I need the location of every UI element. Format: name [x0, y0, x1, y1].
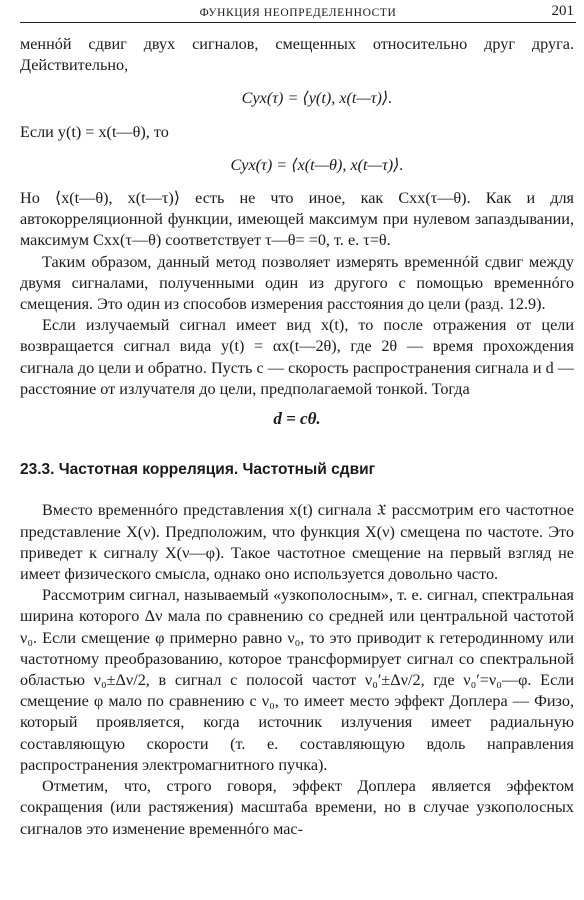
- formula: Cyx(τ) = ⟨y(t), x(t—τ)⟩.: [241, 89, 393, 108]
- paragraph: Если излучаемый сигнал имеет вид x(t), то после отражения от цели возвращается сигнал вида y(t) = αx(t—2θ), где 2θ — время прохождения сигнала до цели и обратно. Пусть c — скорость распространения сигнала и d — расстояние от излучателя до цели, предполагаемой тонкой. Тогда: [20, 316, 574, 398]
- running-header: [20, 0, 576, 23]
- paragraph: Таким образом, данный метод позволяет измерять временнóй сдвиг между двумя сигналами, полученными один из другого с помощью временнóго смещения. Это один из способов измерения расстояния до цели (разд. 12.9).: [20, 252, 574, 314]
- paragraph: Но ⟨x(t—θ), x(t—τ)⟩ есть не что иное, как Cxx(τ—θ). Как и для автокорреляционной функции, имеющей максимум при нулевом запаздывании, максимум Cxx(τ—θ) соответствует τ—θ= =0, т. е. τ=θ.: [20, 189, 574, 250]
- running-title: ФУНКЦИЯ НЕОПРЕДЕЛЕННОСТИ: [199, 7, 397, 19]
- paragraph: Отметим, что, строго говоря, эффект Доплера является эффектом сокращения (или растяжения) масштаба времени, но в случае узкополосных сигналов это изменение временнóго мас-: [20, 777, 574, 838]
- page-body: [20, 34, 574, 840]
- paragraph: меннóй сдвиг двух сигналов, смещенных относительно друг друга. Действительно,: [20, 35, 574, 75]
- formula: Cyx(τ) = ⟨x(t—θ), x(t—τ)⟩.: [230, 155, 404, 174]
- page-number: 201: [551, 3, 574, 19]
- paragraph: Если y(t) = x(t—θ), то: [20, 122, 169, 141]
- paragraph: Рассмотрим сигнал, называемый «узкополосным», т. е. сигнал, спектральная ширина которого Δν мала по сравнению со средней или центральной частотой ν₀. Если смещение φ примерно равно ν₀, то это приводит к гетеродинному или частотному преобразованию, которое трансформирует сигнал со спектральной областью ν₀±Δν/2, в сигнал с полосой частот ν₀′±Δν/2, где ν₀′=ν₀—φ. Если смещение φ мало по сравнению с ν₀, то имеет место эффект Доплера — Физо, который проявляется, когда источник излучения имеет радиальную составляющую скорости (т. е. составляющую вдоль направления распространения электромагнитного пучка).: [20, 586, 574, 774]
- formula: d = cθ.: [273, 409, 321, 429]
- paragraph: Вместо временнóго представления x(t) сигнала 𝔛 рассмотрим его частотное представление X(ν). Предположим, что функция X(ν) смещена по частоте. Это приведет к сигналу X(ν—φ). Такое частотное смещение на первый взгляд не имеет физического смысла, однако оно используется довольно часто.: [20, 501, 574, 584]
- section-heading: 23.3. Частотная корреляция. Частотный сдвиг: [20, 461, 376, 479]
